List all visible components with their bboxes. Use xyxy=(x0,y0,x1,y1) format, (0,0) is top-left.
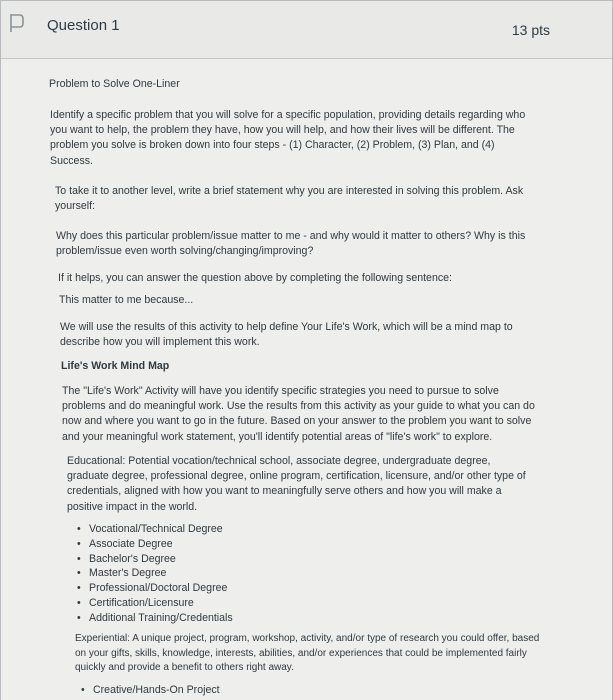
mind-map-intro: We will use the results of this activity to help define Your Life's Work, which will be a mind map to describe how you will implement this work. xyxy=(60,321,513,349)
list-item: • Vocational/Technical Degree xyxy=(77,522,377,537)
flag-question-icon[interactable] xyxy=(9,13,25,33)
list-item: • Professional/Doctoral Degree xyxy=(77,581,377,596)
experiential-paragraph: Experiential: A unique project, program, workshop, activity, and/or type of research you could offer, based on your gifts, skills, knowledge, interests, abilities, and/or experiences that could be implemented fairly quickly and provide a benefit to others right away. xyxy=(75,633,540,674)
lifes-work-paragraph: The "Life's Work" Activity will have you identify specific strategies you need to pursue to solve problems and do meaningful work. Use the results from this activity as your guide to what you can do now and where you want to go in the future. Based on your answer to the problem you want to solve and your meaningful work statement, you'll identify potential areas of "life's work" to explore. xyxy=(62,385,535,443)
interest-paragraph: To take it to another level, write a brief statement why you are interested in solving this problem. Ask yourself: xyxy=(55,185,524,213)
question-points: 13 pts xyxy=(511,22,550,38)
mind-map-heading: Life's Work Mind Map xyxy=(61,360,170,372)
problem-heading: Problem to Solve One-Liner xyxy=(49,78,180,90)
question-body xyxy=(1,59,612,700)
educational-list xyxy=(77,522,377,626)
list-item: • Bachelor's Degree xyxy=(77,552,377,567)
sentence-starter: This matter to me because... xyxy=(59,294,194,306)
educational-paragraph: Educational: Potential vocation/technical school, associate degree, undergraduate degree, graduate degree, professional degree, online program, certification, licensure, and/or other type of credentials, aligned with how you want to meaningfully serve others and how you will make a positive impact in the world. xyxy=(67,455,526,513)
sentence-prompt: If it helps, you can answer the question above by completing the following sentence: xyxy=(58,272,452,284)
experiential-list xyxy=(81,683,381,698)
intro-paragraph: Identify a specific problem that you will solve for a specific population, providing details regarding who you want to help, the problem they have, how you will help, and how their lives will be different. The problem you solve is broken down into four steps - (1) Character, (2) Problem, (3) Plan, and (4) Success. xyxy=(50,109,526,167)
list-item: • Certification/Licensure xyxy=(77,596,377,611)
list-item: • Master's Degree xyxy=(77,566,377,581)
question-header xyxy=(1,1,612,59)
list-item: • Associate Degree xyxy=(77,537,377,552)
list-item: • Creative/Hands-On Project xyxy=(81,683,381,698)
list-item: • Additional Training/Credentials xyxy=(77,611,377,626)
why-paragraph: Why does this particular problem/issue matter to me - and why would it matter to others? Why is this problem/issue even worth solving/changing/improving? xyxy=(56,230,526,258)
question-title: Question 1 xyxy=(47,17,120,34)
